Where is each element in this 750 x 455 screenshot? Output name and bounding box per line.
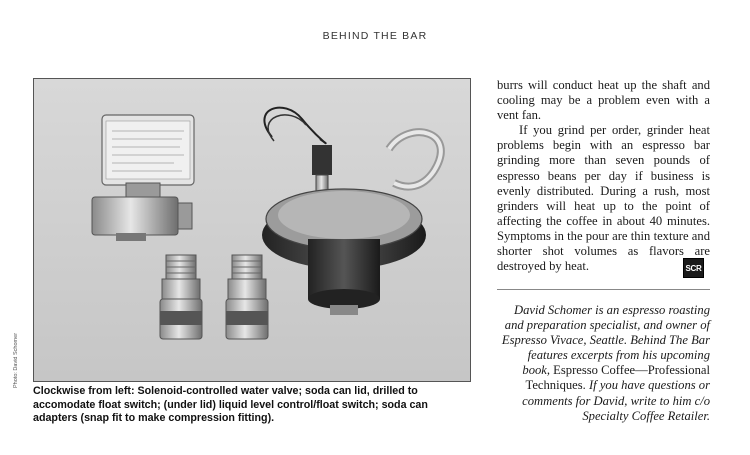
photo-caption: Clockwise from left: Solenoid-controlled water valve; soda can lid, drilled to accomodate float switch; (under lid) liquid level control/float switch; soda can adapters (snap fit to make compression fitting). (33, 385, 428, 425)
article-paragraph: burrs will conduct heat up the shaft and cooling may be a problem even with a vent fan. (497, 78, 710, 123)
book-title: Espresso Coffee—Professional Techniques. (525, 363, 710, 393)
soda-can-adapter-right (226, 255, 268, 339)
photo-credit: Photo: David Schomer (13, 332, 19, 388)
bio-text: If you have questions or comments for David, write to him c/o Specialty Coffee Retailer. (522, 378, 710, 423)
end-mark-logo: SCR (683, 258, 704, 278)
product-photo (33, 78, 471, 382)
running-header: BEHIND THE BAR (322, 30, 428, 42)
soda-can-adapter-left (160, 255, 202, 339)
author-bio (497, 303, 710, 424)
solenoid-valve (92, 115, 194, 241)
article-paragraph: If you grind per order, grinder heat problems begin with an espresso bar grinding more than seven pounds of espresso beans per day if business is evenly distributed. During a rush, most grinders will heat up to the point of affecting the coffee in about 40 minutes. Symptoms in the pour are thin texture and shorter shot volumes as flavors are destroyed by heat. (497, 123, 710, 274)
bio-text: David Schomer is an espresso roasting and preparation specialist, and owner of Espresso Vivace, Seattle. Behind The Bar features excerpts from his upcoming book, (501, 303, 710, 378)
article-column (497, 78, 710, 274)
divider (497, 289, 710, 290)
photo-illustration (34, 79, 470, 381)
